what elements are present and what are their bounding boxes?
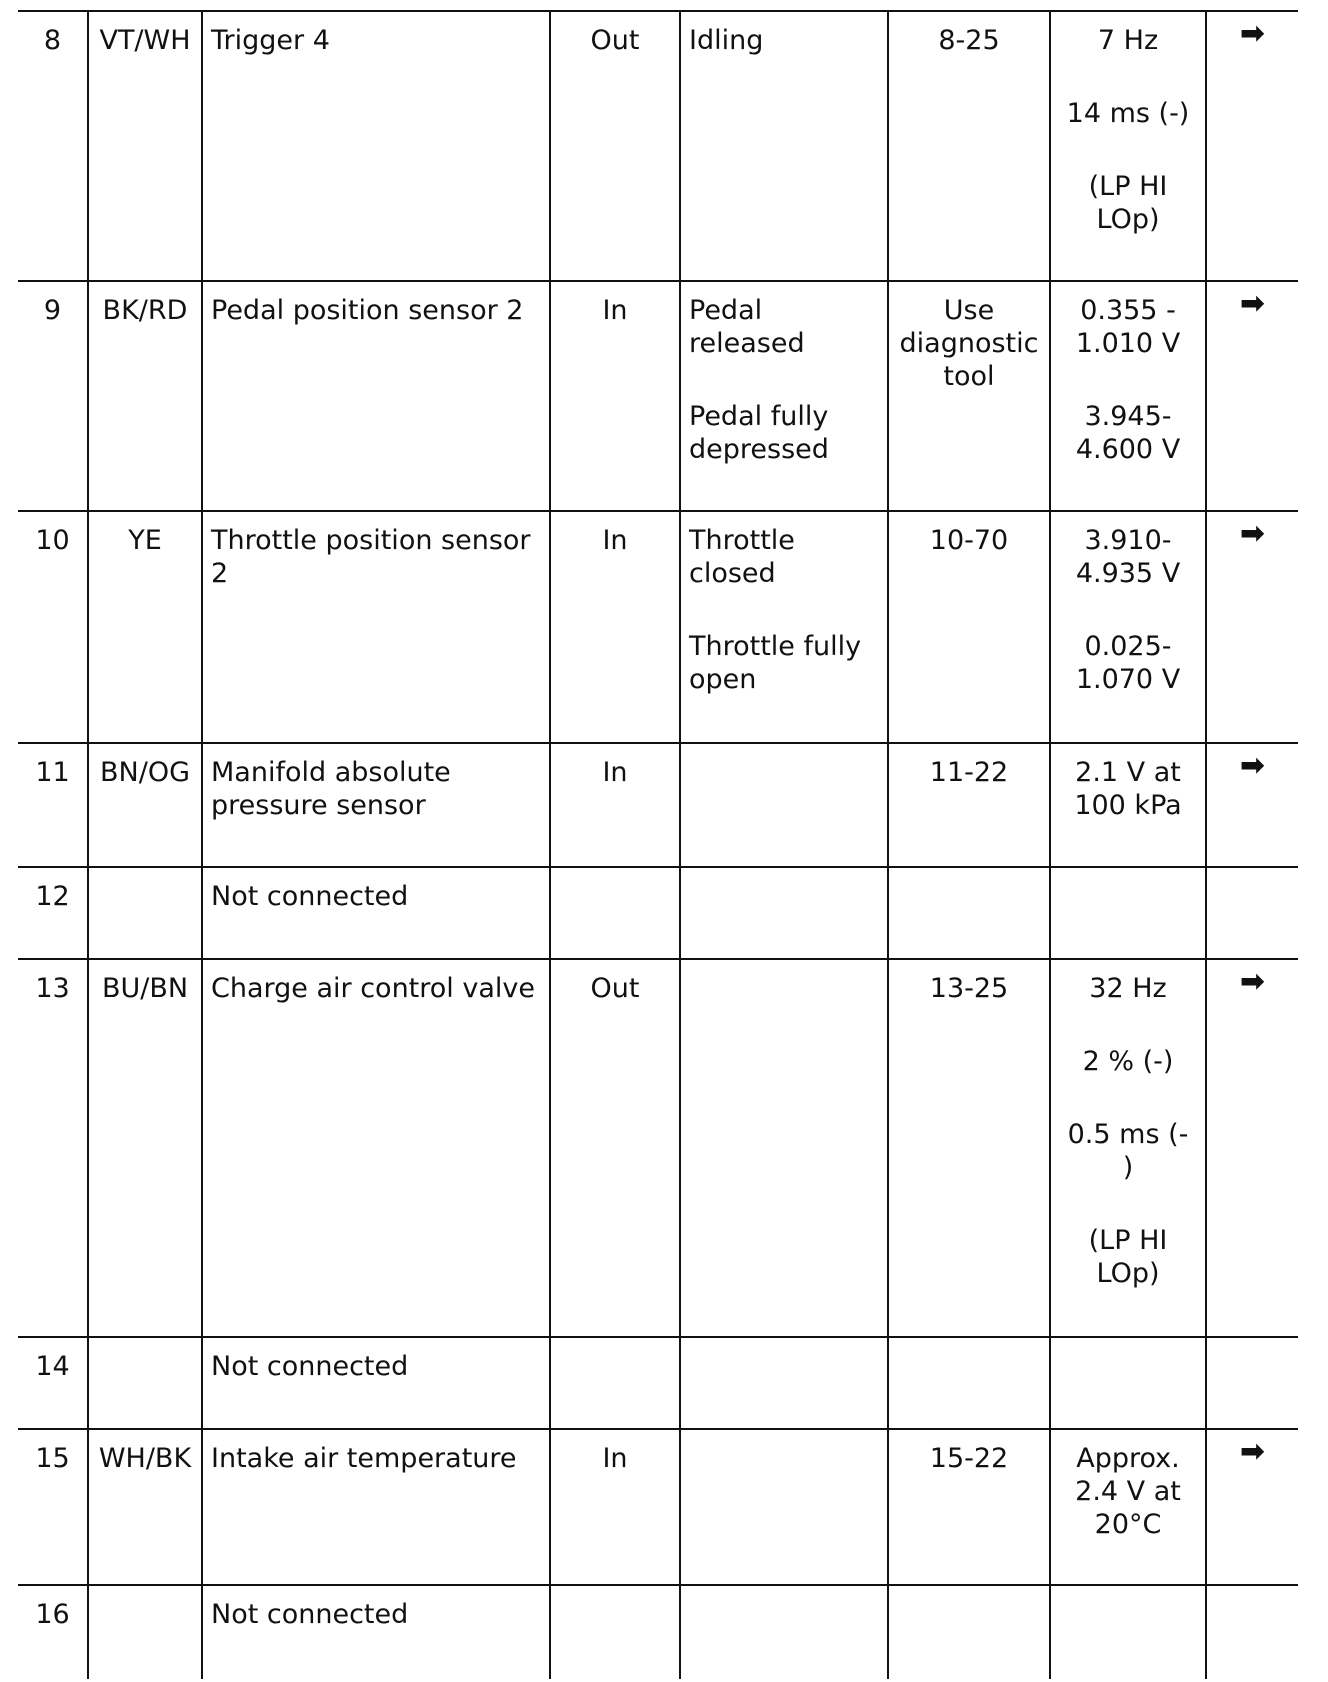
arrow-right-icon[interactable]: ➡ xyxy=(1239,748,1266,783)
measure-between-cell xyxy=(888,11,1050,281)
pin-number-cell xyxy=(18,11,88,281)
wire-color: WH/BK xyxy=(98,1443,192,1474)
test-condition-cell xyxy=(680,11,888,281)
measure-between-cell xyxy=(888,743,1050,867)
test-condition-cell xyxy=(680,1585,888,1679)
pin-number: 10 xyxy=(35,525,70,556)
test-condition-cell xyxy=(680,281,888,511)
nominal-value: (LP HI LOp) xyxy=(1088,171,1168,235)
nominal-value: 14 ms (-) xyxy=(1066,98,1190,129)
table-row xyxy=(18,511,1298,743)
direction-cell xyxy=(550,511,680,743)
measure-between: 11-22 xyxy=(929,757,1009,788)
designation: Not connected xyxy=(211,1599,409,1630)
table-row xyxy=(18,1429,1298,1585)
nominal-value: 2 % (-) xyxy=(1082,1046,1174,1077)
designation-cell xyxy=(202,1429,550,1585)
link-cell xyxy=(1206,511,1298,743)
signal-direction: Out xyxy=(590,25,640,56)
measure-between: 10-70 xyxy=(929,525,1009,556)
table-row xyxy=(18,743,1298,867)
table-row xyxy=(18,281,1298,511)
designation-cell xyxy=(202,511,550,743)
pin-number: 16 xyxy=(35,1599,70,1630)
measure-between-cell xyxy=(888,867,1050,959)
link-cell xyxy=(1206,743,1298,867)
designation: Pedal position sensor 2 xyxy=(211,295,524,326)
nominal-value: 0.025- 1.070 V xyxy=(1075,631,1181,695)
pin-table xyxy=(18,10,1298,1679)
nominal-value-cell xyxy=(1050,743,1206,867)
designation-cell xyxy=(202,281,550,511)
pin-number-cell xyxy=(18,281,88,511)
nominal-value: 2.1 V at 100 kPa xyxy=(1074,757,1182,821)
test-condition: Pedal released xyxy=(689,295,805,359)
pin-number-cell xyxy=(18,1337,88,1429)
direction-cell xyxy=(550,743,680,867)
nominal-value-cell xyxy=(1050,281,1206,511)
test-condition-cell xyxy=(680,1337,888,1429)
arrow-right-icon[interactable]: ➡ xyxy=(1239,1434,1266,1469)
pin-number: 9 xyxy=(43,295,62,326)
measure-between: 8-25 xyxy=(938,25,1000,56)
table-row xyxy=(18,11,1298,281)
signal-direction: In xyxy=(602,757,628,788)
test-condition: Throttle fully open xyxy=(689,631,862,695)
wire-color-cell xyxy=(88,743,202,867)
designation: Manifold absolute pressure sensor xyxy=(211,757,451,821)
direction-cell xyxy=(550,281,680,511)
wire-color-cell xyxy=(88,281,202,511)
nominal-value: 3.910- 4.935 V xyxy=(1075,525,1181,589)
test-condition-cell xyxy=(680,867,888,959)
designation: Intake air temperature xyxy=(211,1443,517,1474)
wire-color-cell xyxy=(88,867,202,959)
signal-direction: In xyxy=(602,295,628,326)
measure-between-cell xyxy=(888,511,1050,743)
link-cell xyxy=(1206,281,1298,511)
test-condition-cell xyxy=(680,743,888,867)
nominal-value-cell xyxy=(1050,1585,1206,1679)
wire-color: BK/RD xyxy=(102,295,188,326)
measure-between: 13-25 xyxy=(929,973,1009,1004)
designation-cell xyxy=(202,1337,550,1429)
nominal-value-cell xyxy=(1050,959,1206,1337)
pin-table-wrapper xyxy=(18,10,1298,1679)
wire-color-cell xyxy=(88,1585,202,1679)
pin-number: 15 xyxy=(35,1443,70,1474)
nominal-value: 0.5 ms (- ) xyxy=(1067,1119,1189,1183)
test-condition-cell xyxy=(680,511,888,743)
wire-color-cell xyxy=(88,1429,202,1585)
wire-color-cell xyxy=(88,11,202,281)
designation: Trigger 4 xyxy=(211,25,330,56)
nominal-value-cell xyxy=(1050,867,1206,959)
pin-number-cell xyxy=(18,959,88,1337)
table-row xyxy=(18,1337,1298,1429)
designation-cell xyxy=(202,959,550,1337)
designation-cell xyxy=(202,743,550,867)
measure-between-cell xyxy=(888,1585,1050,1679)
nominal-value-cell xyxy=(1050,11,1206,281)
link-cell xyxy=(1206,1337,1298,1429)
arrow-right-icon[interactable]: ➡ xyxy=(1239,964,1266,999)
designation-cell xyxy=(202,1585,550,1679)
pin-number: 14 xyxy=(35,1351,70,1382)
nominal-value: 3.945- 4.600 V xyxy=(1075,401,1181,465)
wire-color: BN/OG xyxy=(100,757,190,788)
measure-between-cell xyxy=(888,1337,1050,1429)
nominal-value: 7 Hz xyxy=(1097,25,1159,56)
table-row xyxy=(18,959,1298,1337)
link-cell xyxy=(1206,1585,1298,1679)
signal-direction: In xyxy=(602,525,628,556)
test-condition: Pedal fully depressed xyxy=(689,401,829,465)
nominal-value: 32 Hz xyxy=(1089,973,1167,1004)
nominal-value-cell xyxy=(1050,1429,1206,1585)
direction-cell xyxy=(550,959,680,1337)
link-cell xyxy=(1206,959,1298,1337)
pin-number-cell xyxy=(18,1585,88,1679)
wire-color-cell xyxy=(88,1337,202,1429)
designation: Throttle position sensor 2 xyxy=(211,525,531,589)
pin-number-cell xyxy=(18,1429,88,1585)
arrow-right-icon[interactable]: ➡ xyxy=(1239,286,1266,321)
wire-color-cell xyxy=(88,959,202,1337)
pin-number: 12 xyxy=(35,881,70,912)
link-cell xyxy=(1206,867,1298,959)
measure-between: Use diagnostic tool xyxy=(899,295,1039,392)
test-condition: Throttle closed xyxy=(689,525,795,589)
designation: Charge air control valve xyxy=(211,973,535,1004)
direction-cell xyxy=(550,867,680,959)
measure-between-cell xyxy=(888,281,1050,511)
pin-number: 13 xyxy=(35,973,70,1004)
wire-color-cell xyxy=(88,511,202,743)
wire-color: VT/WH xyxy=(99,25,191,56)
designation: Not connected xyxy=(211,881,409,912)
nominal-value: 0.355 - 1.010 V xyxy=(1075,295,1181,359)
wire-color: YE xyxy=(128,525,162,556)
link-cell xyxy=(1206,11,1298,281)
pin-table-body xyxy=(18,11,1298,1679)
direction-cell xyxy=(550,1429,680,1585)
arrow-right-icon[interactable]: ➡ xyxy=(1239,516,1266,551)
pin-number-cell xyxy=(18,743,88,867)
designation-cell xyxy=(202,867,550,959)
direction-cell xyxy=(550,11,680,281)
pin-number-cell xyxy=(18,867,88,959)
designation-cell xyxy=(202,11,550,281)
table-row xyxy=(18,867,1298,959)
test-condition-cell xyxy=(680,959,888,1337)
nominal-value: Approx. 2.4 V at 20°C xyxy=(1075,1443,1181,1540)
arrow-right-icon[interactable]: ➡ xyxy=(1239,16,1266,51)
nominal-value-cell xyxy=(1050,1337,1206,1429)
table-row xyxy=(18,1585,1298,1679)
measure-between-cell xyxy=(888,1429,1050,1585)
signal-direction: Out xyxy=(590,973,640,1004)
pin-number-cell xyxy=(18,511,88,743)
wire-color: BU/BN xyxy=(101,973,189,1004)
test-condition: Idling xyxy=(689,25,764,56)
pin-number: 8 xyxy=(43,25,62,56)
link-cell xyxy=(1206,1429,1298,1585)
measure-between: 15-22 xyxy=(929,1443,1009,1474)
designation: Not connected xyxy=(211,1351,409,1382)
signal-direction: In xyxy=(602,1443,628,1474)
measure-between-cell xyxy=(888,959,1050,1337)
test-condition-cell xyxy=(680,1429,888,1585)
nominal-value-cell xyxy=(1050,511,1206,743)
pin-number: 11 xyxy=(35,757,70,788)
nominal-value: (LP HI LOp) xyxy=(1088,1225,1168,1289)
direction-cell xyxy=(550,1585,680,1679)
direction-cell xyxy=(550,1337,680,1429)
